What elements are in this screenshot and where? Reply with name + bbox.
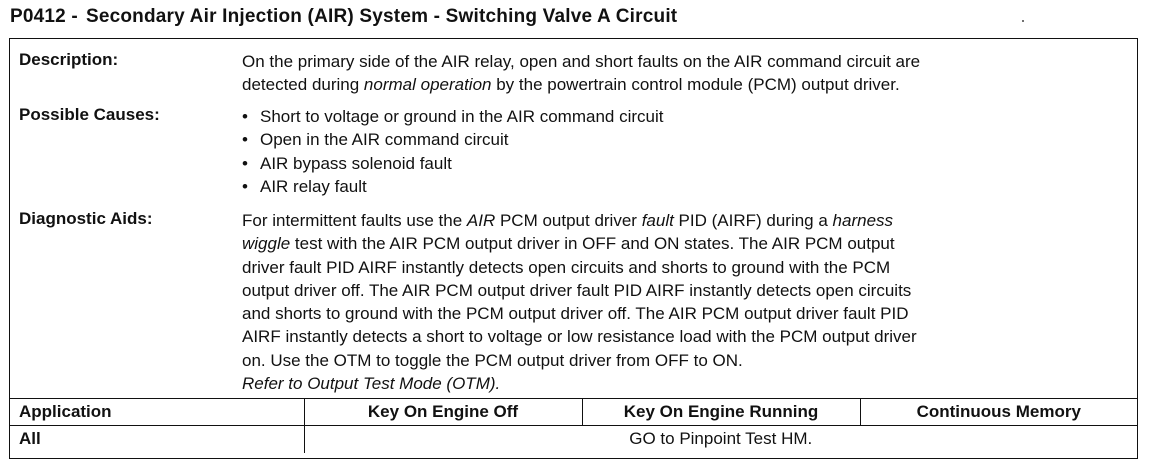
italic-span: normal operation <box>363 75 492 95</box>
aids-line: driver fault PID AIRF instantly detects open circuits and shorts to ground with the PCM <box>242 257 891 277</box>
aids-line <box>242 209 1122 232</box>
italic-span: AIR <box>466 211 496 230</box>
header-key-on-engine-off: Key On Engine Off <box>304 399 582 426</box>
stray-dot-mark <box>1022 20 1024 22</box>
text-span: test with the AIR PCM output driver in OFF and ON states. The AIR PCM output <box>290 234 895 254</box>
diagnostic-aids-text <box>242 209 1122 395</box>
table-header-row <box>10 399 1137 426</box>
description-line: On the primary side of the AIR relay, open and short faults on the AIR command circuit are <box>242 52 921 71</box>
aids-line <box>242 232 1122 255</box>
aids-line: on. Use the OTM to toggle the PCM output driver from OFF to ON. <box>242 350 743 370</box>
text-span: detected during <box>242 75 364 95</box>
page-title <box>10 6 677 28</box>
diagnostic-aids-label: Diagnostic Aids: <box>19 209 153 228</box>
italic-span: wiggle <box>242 234 291 254</box>
aids-line: AIRF instantly detects a short to voltage or low resistance load with the PCM output driver <box>242 327 917 347</box>
dtc-info-frame <box>9 38 1138 459</box>
table-row <box>10 426 1137 453</box>
text-span: PID (AIRF) during a <box>673 211 833 230</box>
dtc-title: Secondary Air Injection (AIR) System - Switching Valve A Circuit <box>85 6 678 27</box>
text-span: by the powertrain control module (PCM) output driver. <box>491 75 900 95</box>
cause-item: • Short to voltage or ground in the AIR command circuit <box>242 105 1122 128</box>
text-span: PCM output driver <box>495 211 642 230</box>
aids-line: and shorts to ground with the PCM output driver off. The AIR PCM output driver fault PID <box>242 304 909 324</box>
description-label: Description: <box>19 50 119 69</box>
header-continuous-memory: Continuous Memory <box>860 399 1137 426</box>
dtc-code: P0412 - <box>10 6 78 27</box>
cause-item: • AIR bypass solenoid fault <box>242 152 1122 175</box>
cause-item: • AIR relay fault <box>242 175 1122 198</box>
cell-action: GO to Pinpoint Test HM. <box>304 426 1137 453</box>
test-mode-table <box>10 398 1137 453</box>
header-application: Application <box>10 399 304 426</box>
otm-reference: Refer to Output Test Mode (OTM). <box>242 374 501 394</box>
possible-causes-label: Possible Causes: <box>19 105 160 124</box>
aids-line: output driver off. The AIR PCM output driver fault PID AIRF instantly detects open circuits <box>242 280 912 300</box>
header-key-on-engine-running: Key On Engine Running <box>582 399 860 426</box>
description-text <box>242 50 1122 97</box>
text-span: For intermittent faults use the <box>242 211 467 230</box>
description-line <box>242 73 1122 96</box>
cause-item: • Open in the AIR command circuit <box>242 128 1122 151</box>
italic-span: harness <box>832 211 894 230</box>
italic-span: fault <box>641 211 674 230</box>
cell-application: All <box>10 426 304 453</box>
possible-causes-list <box>242 105 1122 198</box>
